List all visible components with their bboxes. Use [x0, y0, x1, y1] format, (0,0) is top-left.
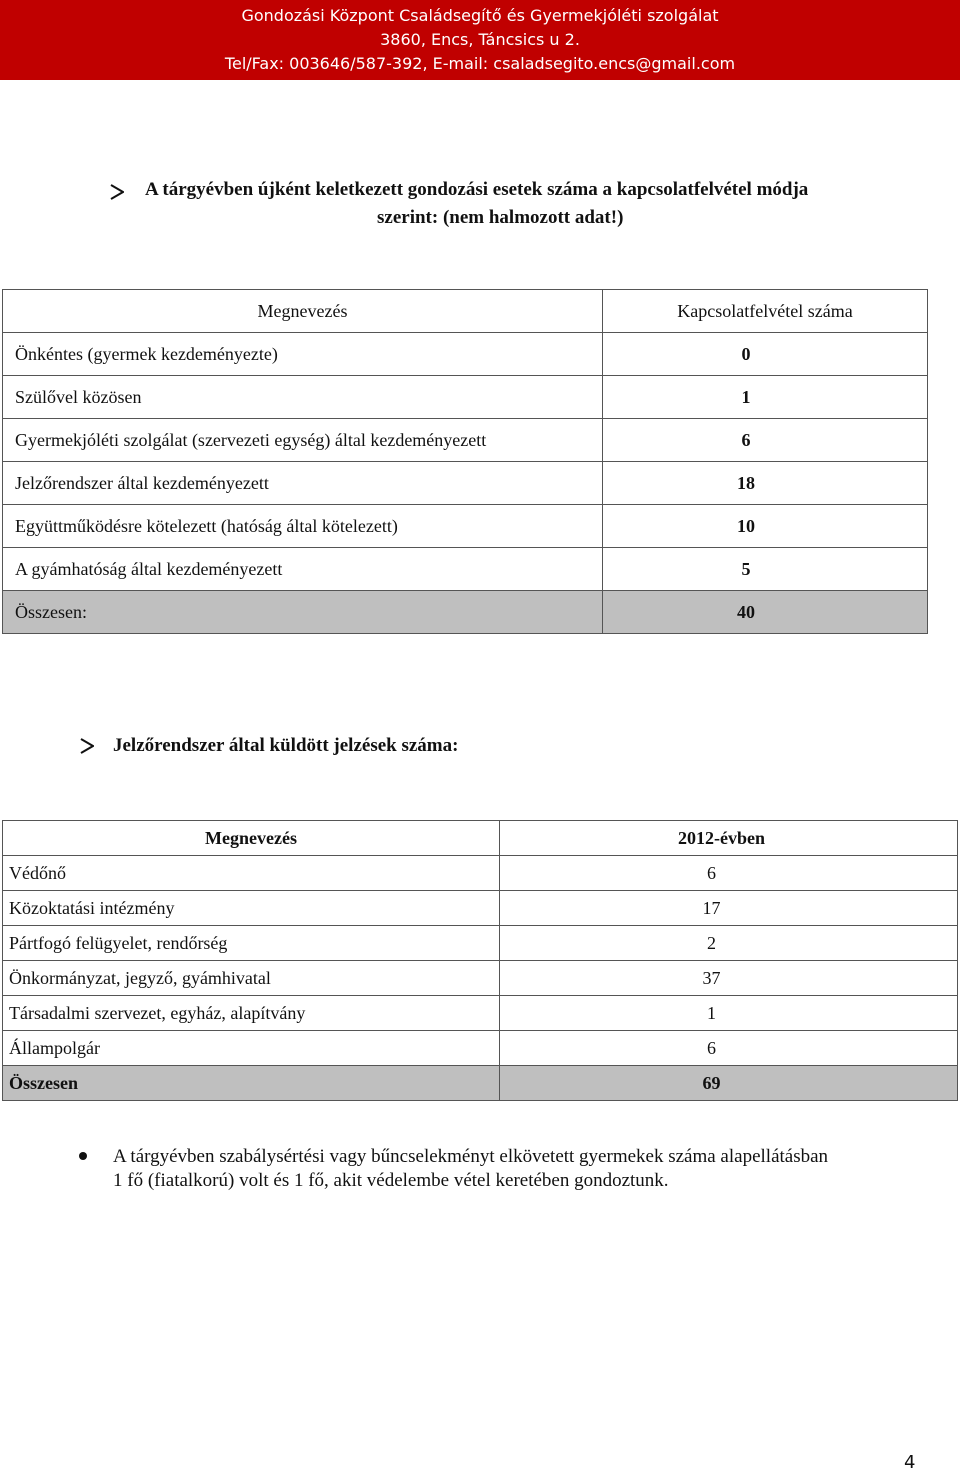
- table-row: [3, 996, 958, 1031]
- row-value: 17: [500, 891, 958, 926]
- row-name: Szülővel közösen: [3, 376, 603, 419]
- row-name: Gyermekjóléti szolgálat (szervezeti egység) által kezdeményezett: [3, 419, 603, 462]
- org-name: Gondozási Központ Családsegítő és Gyermekjóléti szolgálat: [241, 6, 719, 25]
- row-name: Védőnő: [3, 856, 500, 891]
- row-value: 5: [603, 548, 928, 591]
- paragraph-line1: A tárgyévben szabálysértési vagy bűncselekményt elkövetett gyermekek száma alapellátásban: [113, 1146, 829, 1167]
- total-value: 69: [500, 1066, 958, 1101]
- table-row: [3, 961, 958, 996]
- section1-heading-line1: A tárgyévben újként keletkezett gondozási esetek száma a kapcsolatfelvétel módja: [145, 179, 809, 200]
- contact-method-table: [2, 289, 928, 634]
- table-header-row: [3, 290, 928, 333]
- table-row: [3, 333, 928, 376]
- row-value: 1: [500, 996, 958, 1031]
- juvenile-offense-paragraph: [113, 1145, 933, 1193]
- row-name: Közoktatási intézmény: [3, 891, 500, 926]
- row-value: 1: [603, 376, 928, 419]
- paragraph-line2: 1 fő (fiatalkorú) volt és 1 fő, akit védelembe vétel keretében gondoztunk.: [113, 1170, 669, 1191]
- row-name: Pártfogó felügyelet, rendőrség: [3, 926, 500, 961]
- row-value: 6: [500, 1031, 958, 1066]
- table-row: [3, 548, 928, 591]
- total-value: 40: [603, 591, 928, 634]
- row-name: Jelzőrendszer által kezdeményezett: [3, 462, 603, 505]
- table-row: [3, 856, 958, 891]
- row-name: A gyámhatóság által kezdeményezett: [3, 548, 603, 591]
- row-name: Önkormányzat, jegyző, gyámhivatal: [3, 961, 500, 996]
- row-value: 2: [500, 926, 958, 961]
- section1-heading: [145, 176, 808, 232]
- row-value: 6: [603, 419, 928, 462]
- row-name: Együttműködésre kötelezett (hatóság által kötelezett): [3, 505, 603, 548]
- total-label: Összesen: [3, 1066, 500, 1101]
- col-header-name: Megnevezés: [3, 290, 603, 333]
- table-row: [3, 376, 928, 419]
- section1-heading-line2: szerint: (nem halmozott adat!): [377, 207, 624, 228]
- arrow-bullet-icon: [110, 184, 124, 200]
- row-name: Állampolgár: [3, 1031, 500, 1066]
- row-value: 6: [500, 856, 958, 891]
- table-row: [3, 419, 928, 462]
- signal-system-table: [2, 820, 958, 1101]
- section2-heading: Jelzőrendszer által küldött jelzések száma:: [113, 735, 459, 756]
- table-row: [3, 505, 928, 548]
- row-value: 0: [603, 333, 928, 376]
- table-row: [3, 1031, 958, 1066]
- table-row: [3, 462, 928, 505]
- row-value: 10: [603, 505, 928, 548]
- org-contact: Tel/Fax: 003646/587-392, E-mail: csaladsegito.encs@gmail.com: [224, 54, 736, 73]
- table-total-row: [3, 591, 928, 634]
- org-address: 3860, Encs, Táncsics u 2.: [380, 30, 580, 49]
- letterhead: [0, 0, 960, 80]
- total-label: Összesen:: [3, 591, 603, 634]
- table-header-row: [3, 821, 958, 856]
- col-header-value: Kapcsolatfelvétel száma: [603, 290, 928, 333]
- page-number: 4: [904, 1452, 916, 1473]
- row-name: Önkéntes (gyermek kezdeményezte): [3, 333, 603, 376]
- table-row: [3, 926, 958, 961]
- row-name: Társadalmi szervezet, egyház, alapítvány: [3, 996, 500, 1031]
- row-value: 37: [500, 961, 958, 996]
- table-row: [3, 891, 958, 926]
- row-value: 18: [603, 462, 928, 505]
- col-header-name: Megnevezés: [3, 821, 500, 856]
- col-header-value: 2012-évben: [500, 821, 958, 856]
- bullet-dot-icon: [79, 1152, 87, 1160]
- arrow-bullet-icon: [80, 738, 94, 754]
- table-total-row: [3, 1066, 958, 1101]
